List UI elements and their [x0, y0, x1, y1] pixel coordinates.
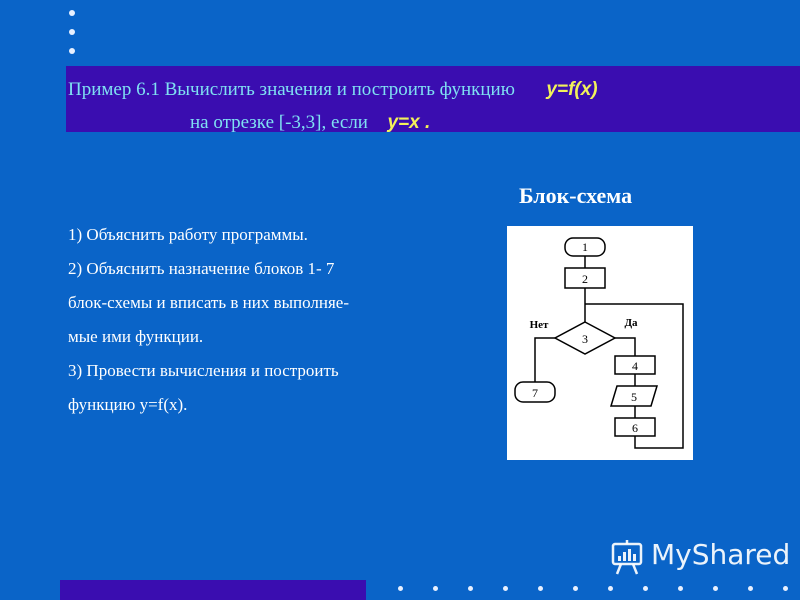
task-list: [68, 218, 349, 422]
footer-dot: [748, 586, 753, 591]
task-line: функцию y=f(x).: [68, 395, 188, 414]
footer-dot: [713, 586, 718, 591]
flow-block-4-label: 4: [632, 359, 638, 373]
watermark: [607, 536, 791, 576]
footer-dot: [678, 586, 683, 591]
flow-block-7-label: 7: [532, 386, 538, 400]
task-line: 1) Объяснить работу программы.: [68, 225, 308, 244]
title-line-2-text: на отрезке [-3,3], если: [190, 112, 368, 133]
title-line-1-text: Пример 6.1 Вычислить значения и построить функцию: [68, 79, 515, 100]
bullet-dot: [69, 10, 75, 16]
flow-block-5-label: 5: [631, 390, 637, 404]
title-formula-2: y=x .: [387, 112, 431, 133]
title-line-2: [190, 112, 430, 134]
footer-dot: [643, 586, 648, 591]
footer-dot: [398, 586, 403, 591]
bullet-dot: [69, 29, 75, 35]
title-line-1: [68, 79, 598, 101]
footer-dot: [433, 586, 438, 591]
footer-dot: [573, 586, 578, 591]
presentation-board-icon: [607, 536, 647, 576]
title-formula-1: y=f(x): [546, 79, 598, 100]
flow-branch-no-label: Нет: [529, 319, 549, 331]
flowchart-diagram: [507, 226, 693, 460]
flow-block-3-label: 3: [582, 332, 588, 346]
task-line: блок-схемы и вписать в них выполняе-: [68, 293, 350, 312]
footer-dot: [783, 586, 788, 591]
flowchart-heading: Блок-схема: [519, 183, 633, 208]
footer-dot: [538, 586, 543, 591]
watermark-text: MyShared: [651, 538, 791, 571]
flow-branch-yes-label: Да: [624, 317, 638, 329]
footer-dot: [608, 586, 613, 591]
task-line: 3) Провести вычисления и построить: [68, 361, 339, 380]
task-line: 2) Объяснить назначение блоков 1- 7: [68, 259, 335, 278]
flow-block-1-label: 1: [582, 240, 588, 254]
bottom-band: [60, 580, 366, 600]
flow-block-6-label: 6: [632, 421, 638, 435]
footer-dot: [503, 586, 508, 591]
task-line: мые ими функции.: [68, 327, 204, 346]
footer-dot: [468, 586, 473, 591]
flow-block-2-label: 2: [582, 272, 588, 286]
bullet-dot: [69, 48, 75, 54]
